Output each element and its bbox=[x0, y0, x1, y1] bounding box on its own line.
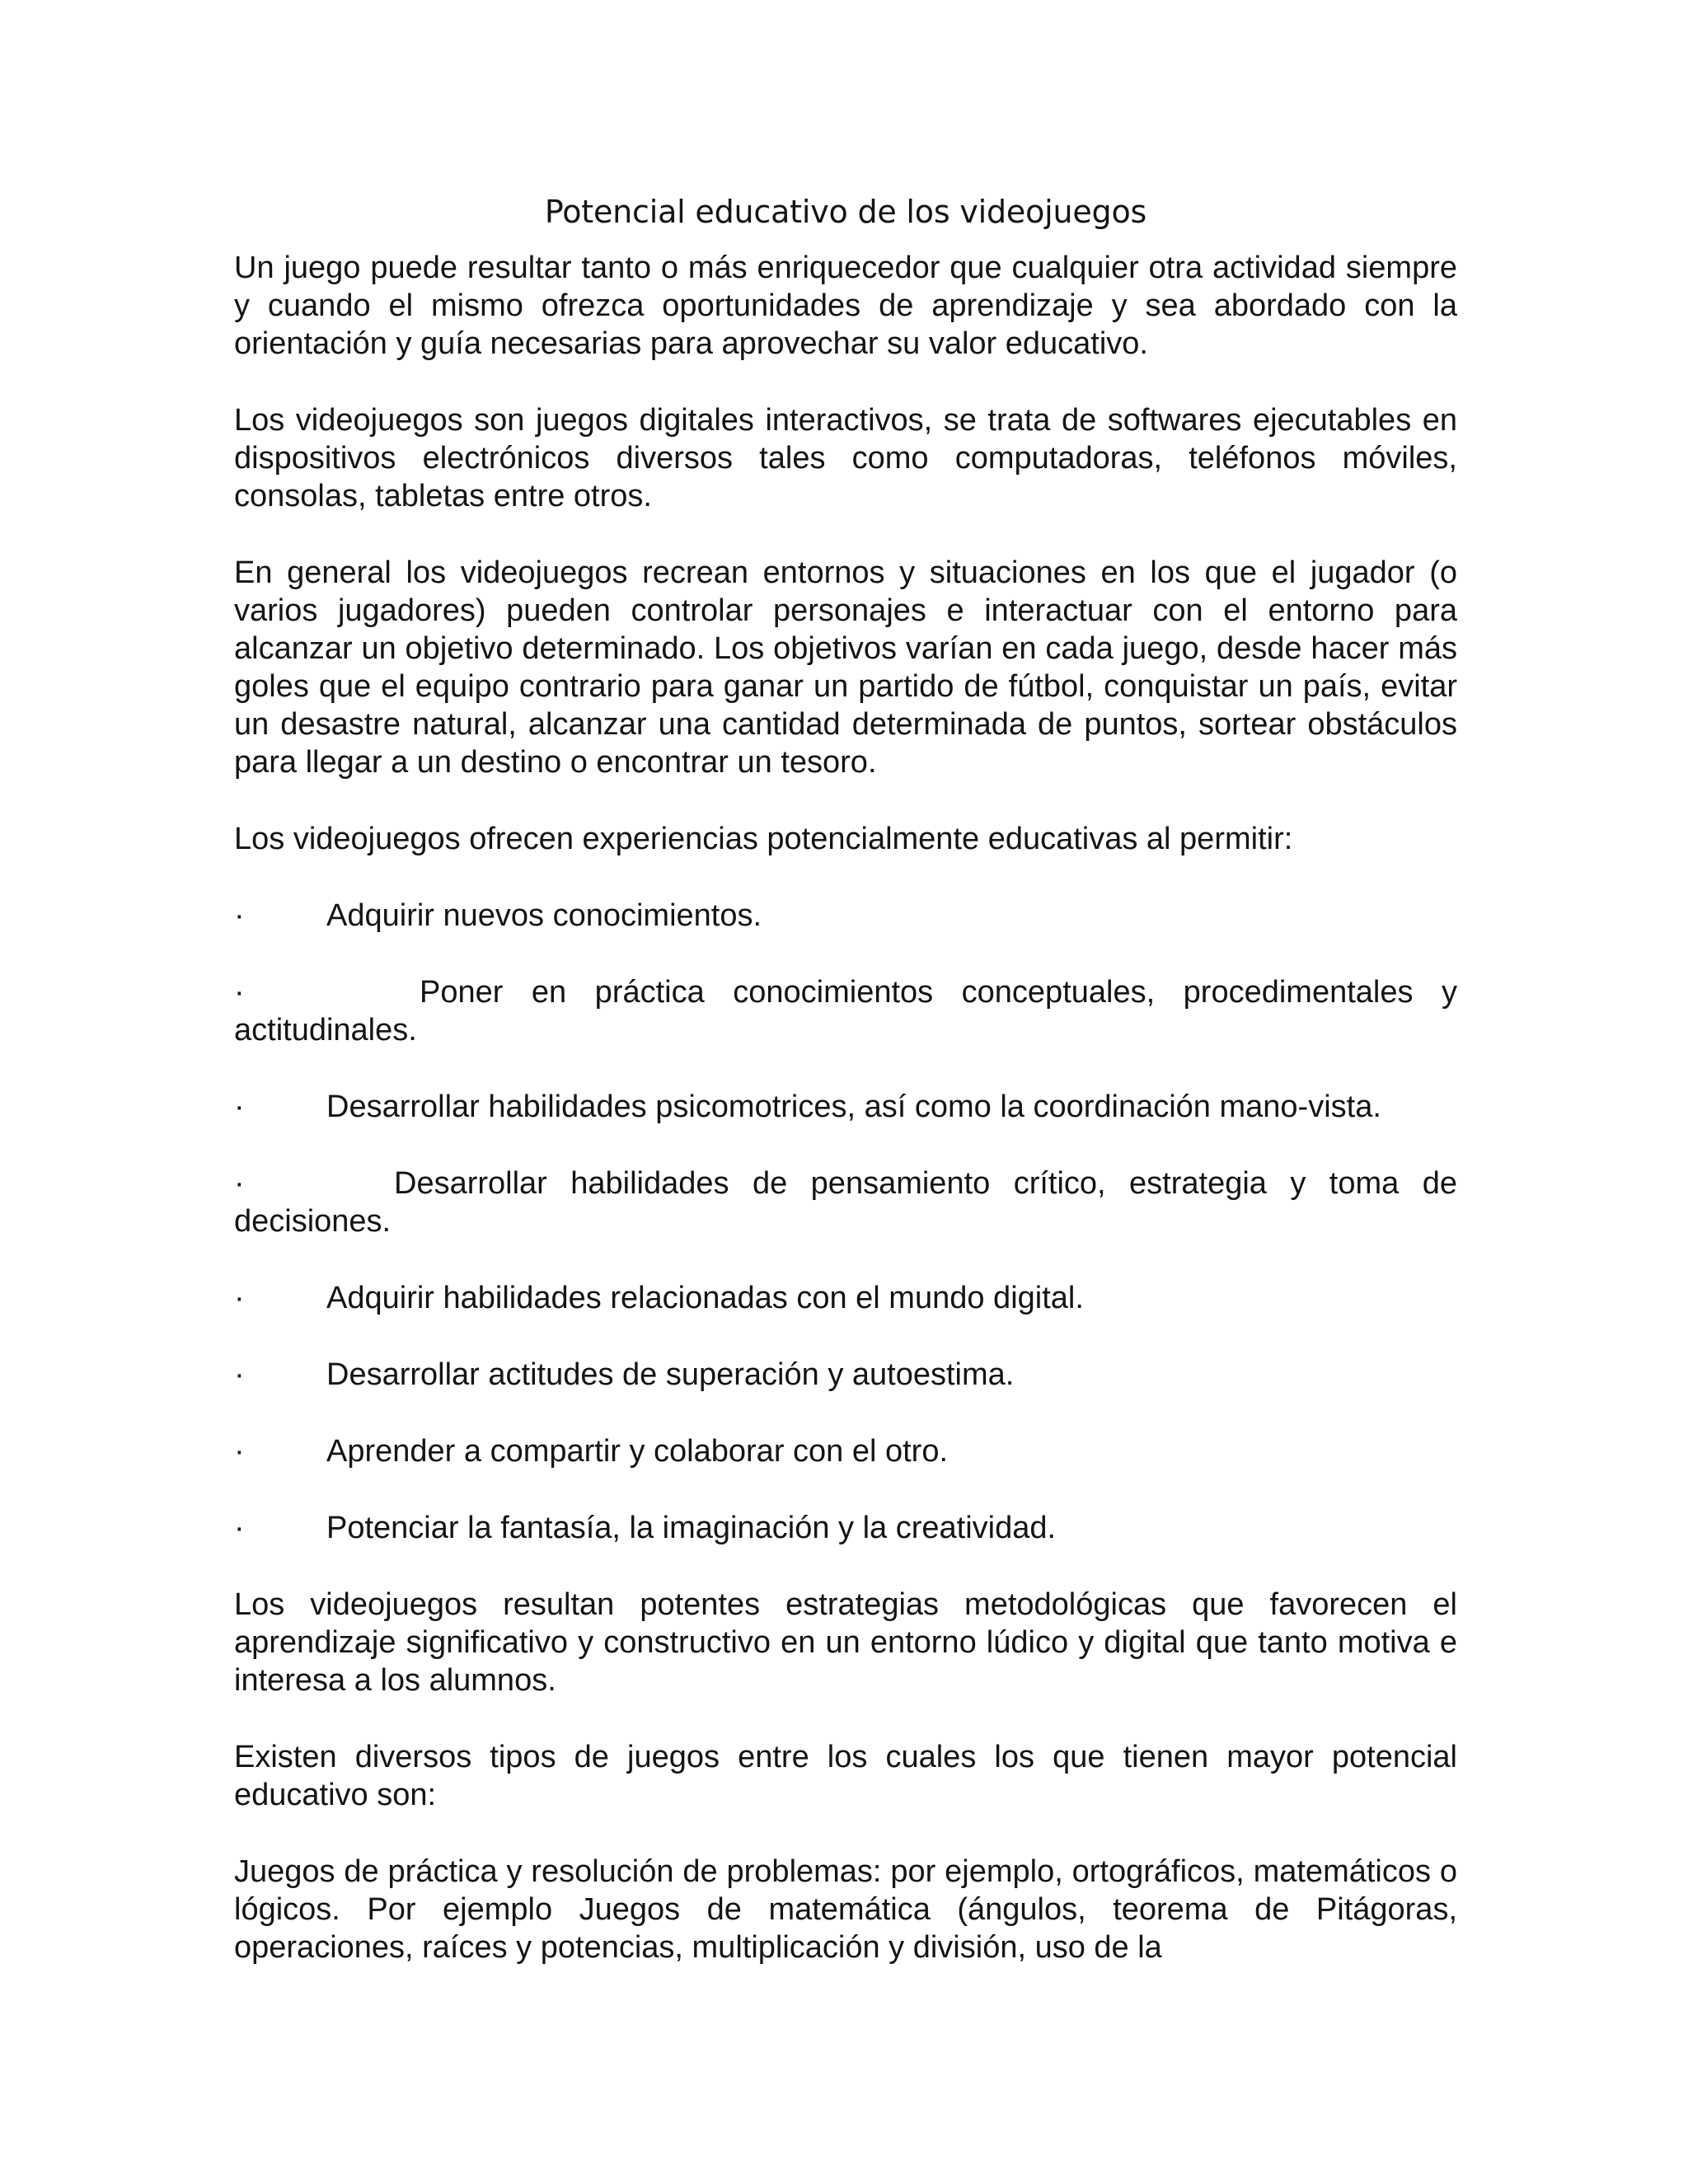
list-item bbox=[234, 1356, 1457, 1394]
list-item bbox=[234, 1279, 1457, 1317]
list-item bbox=[234, 897, 1457, 935]
list-item bbox=[234, 1432, 1457, 1470]
list-item-text: Desarrollar habilidades de pensamiento crítico, estrategia y toma de decisiones. bbox=[234, 1166, 1457, 1239]
paragraph-practice-games: Juegos de práctica y resolución de problemas: por ejemplo, ortográficos, matemáticos o lógicos. Por ejemplo Juegos de matemática (ángulos, teorema de Pitágoras, operaciones, raíces y potencias, multiplicación y división, uso de la bbox=[234, 1854, 1457, 1965]
bullet-dot: · bbox=[234, 898, 245, 933]
paragraph-definition: Los videojuegos son juegos digitales interactivos, se trata de softwares ejecutables en dispositivos electrónicos diversos tales como computadoras, teléfonos móviles, consolas, tabletas entre otros. bbox=[234, 403, 1457, 513]
list-item bbox=[234, 973, 1457, 1049]
paragraph-intro: Un juego puede resultar tanto o más enriquecedor que cualquier otra actividad siempre y cuando el mismo ofrezca oportunidades de aprendizaje y sea abordado con la orientación y guía necesarias para aprovechar su valor educativo. bbox=[234, 251, 1457, 361]
list-item-text: Adquirir habilidades relacionadas con el mundo digital. bbox=[326, 1281, 1084, 1315]
bullet-dot: · bbox=[234, 1357, 245, 1392]
document-body bbox=[234, 191, 1457, 1966]
list-item bbox=[234, 1088, 1457, 1126]
bullet-dot: · bbox=[234, 975, 245, 1010]
list-item bbox=[234, 1509, 1457, 1547]
paragraph-list-intro: Los videojuegos ofrecen experiencias potencialmente educativas al permitir: bbox=[234, 822, 1293, 856]
list-item-text: Desarrollar actitudes de superación y autoestima. bbox=[326, 1357, 1015, 1392]
paragraph-game-types: Existen diversos tipos de juegos entre los cuales los que tienen mayor potencial educativo son: bbox=[234, 1740, 1457, 1812]
document-title: Potencial educativo de los videojuegos bbox=[544, 194, 1147, 230]
list-item-text: Adquirir nuevos conocimientos. bbox=[326, 898, 762, 933]
list-item-text: Poner en práctica conocimientos conceptuales, procedimentales y actitudinales. bbox=[234, 975, 1457, 1047]
list-item-text: Aprender a compartir y colaborar con el otro. bbox=[326, 1434, 949, 1469]
bullet-dot: · bbox=[234, 1090, 245, 1124]
list-item-text: Desarrollar habilidades psicomotrices, así como la coordinación mano-vista. bbox=[326, 1090, 1381, 1124]
bullet-dot: · bbox=[234, 1511, 245, 1545]
list-item-text: Potenciar la fantasía, la imaginación y la creatividad. bbox=[326, 1511, 1057, 1545]
list-item bbox=[234, 1165, 1457, 1240]
paragraph-objectives: En general los videojuegos recrean entornos y situaciones en los que el jugador (o varios jugadores) pueden controlar personajes e interactuar con el entorno para alcanzar un objetivo determinado. Los objetivos varían en cada juego, desde hacer más goles que el equipo contrario para ganar un partido de fútbol, conquistar un país, evitar un desastre natural, alcanzar una cantidad determinada de puntos, sortear obstáculos para llegar a un destino o encontrar un tesoro. bbox=[234, 555, 1457, 780]
bullet-dot: · bbox=[234, 1166, 245, 1201]
paragraph-strategies: Los videojuegos resultan potentes estrategias metodológicas que favorecen el aprendizaje significativo y constructivo en un entorno lúdico y digital que tanto motiva e interesa a los alumnos. bbox=[234, 1587, 1457, 1698]
bullet-dot: · bbox=[234, 1281, 245, 1315]
bullet-dot: · bbox=[234, 1434, 245, 1469]
